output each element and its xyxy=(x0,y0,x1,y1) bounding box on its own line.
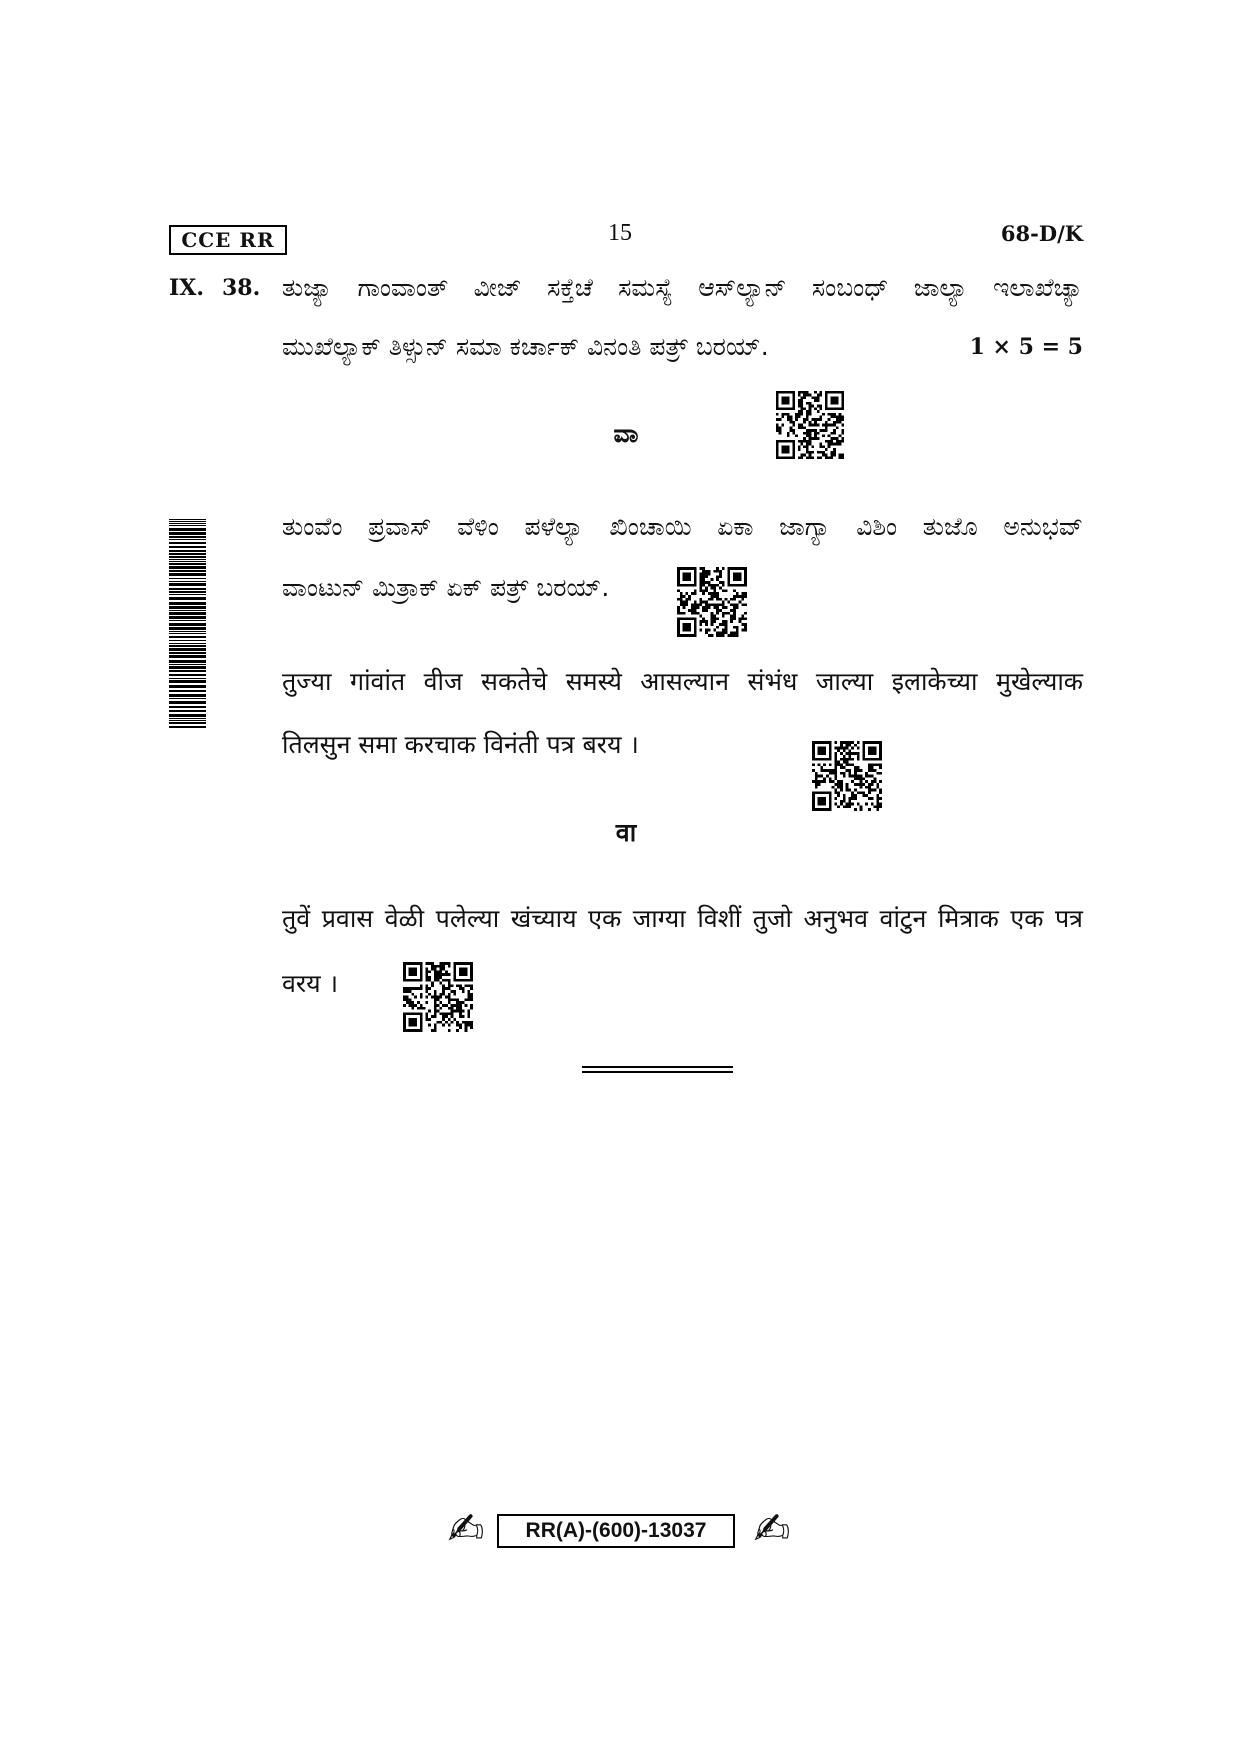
devanagari-alternative-line-2 xyxy=(282,963,392,1005)
qr-modules xyxy=(677,567,747,637)
kannada-alternative-line-1 xyxy=(282,506,1083,548)
qr-code-graphic xyxy=(776,391,844,459)
paper-code: 68-D/K xyxy=(1000,221,1083,246)
qr-modules xyxy=(812,741,882,811)
kannada-prompt-text-2: ಮುಖೆಲ್ಯಾಕ್ ತಿಳ್ಸುನ್ ಸಮಾ ಕರ್ಚಾಕ್ ವಿನಂತಿ ಪತ್ರ್ ಬರಯ್. xyxy=(282,332,769,361)
qr-modules xyxy=(403,962,473,1032)
kannada-or-label: ವಾ xyxy=(613,419,639,448)
qr-code-graphic xyxy=(403,962,473,1032)
marks-allocation: 1 × 5 = 5 xyxy=(969,334,1083,360)
qr-modules xyxy=(776,391,844,459)
kannada-alternative-text-2: ವಾಂಟುನ್ ಮಿತ್ರಾಕ್ ಏಕ್ ಪತ್ರ್ ಬರಯ್. xyxy=(282,573,610,602)
devanagari-prompt-line-2 xyxy=(282,724,782,766)
qr-code-icon xyxy=(812,741,882,811)
qr-code-graphic xyxy=(677,567,747,637)
kannada-alternative-line-2 xyxy=(282,567,667,609)
qr-code-icon xyxy=(677,567,747,637)
devanagari-alternative-line-1 xyxy=(282,898,1083,940)
section-number: IX. xyxy=(169,275,205,301)
kannada-prompt-line-1 xyxy=(282,267,1083,309)
qr-code-graphic xyxy=(812,741,882,811)
barcode-bars xyxy=(169,519,206,728)
kannada-alternative-text-1: ತುಂವೆಂ ಪ್ರವಾಸ್ ವೆಳಿಂ ಪಳೆಲ್ಯಾ ಖಿಂಚಾಯಿ ಏಕಾ ಜಾಗ್ಯಾ ವಿಶಿಂ ತುಜೊ ಅನುಭವ್ xyxy=(282,512,1083,541)
kannada-prompt-text-1: ತುಜ್ಯಾ ಗಾಂವಾಂತ್ ವೀಜ್ ಸಕ್ತೆಚೆ ಸಮಸ್ಯೆ ಆಸ್‌ಲ್ಯಾನ್ ಸಂಬಂಧ್ ಜಾಲ್ಯಾ ಇಲಾಖೆಚ್ಯಾ xyxy=(282,273,1083,302)
devanagari-prompt-text-1: तुज्या गांवांत वीज सकतेचे समस्ये आसल्यान संभंध जाल्या इलाकेच्या मुखेल्याक xyxy=(282,667,1083,696)
writing-hand-icon xyxy=(438,1508,494,1552)
devanagari-alternative-text-2: वरय । xyxy=(282,969,339,998)
question-number: 38. xyxy=(222,275,261,301)
devanagari-prompt-line-1 xyxy=(282,661,1083,703)
barcode-icon xyxy=(169,519,206,728)
page-number: 15 xyxy=(608,220,632,246)
devanagari-alternative-text-1: तुवें प्रवास वेळी पलेल्या खंच्याय एक जाग्या विशीं तुजो अनुभव वांटुन मित्राक एक पत्र xyxy=(282,904,1083,933)
barcode-graphic xyxy=(169,519,206,728)
qr-code-icon xyxy=(776,391,844,459)
devanagari-prompt-text-2: तिलसुन समा करचाक विनंती पत्र बरय । xyxy=(282,730,639,759)
devanagari-or-label: वा xyxy=(615,818,637,847)
kannada-prompt-line-2 xyxy=(282,326,842,368)
print-code: RR(A)-(600)-13037 xyxy=(497,1514,735,1548)
qr-code-icon xyxy=(403,962,473,1032)
writing-hand-icon xyxy=(744,1508,800,1552)
end-of-question-rule xyxy=(582,1066,733,1073)
series-badge: CCE RR xyxy=(169,225,287,255)
